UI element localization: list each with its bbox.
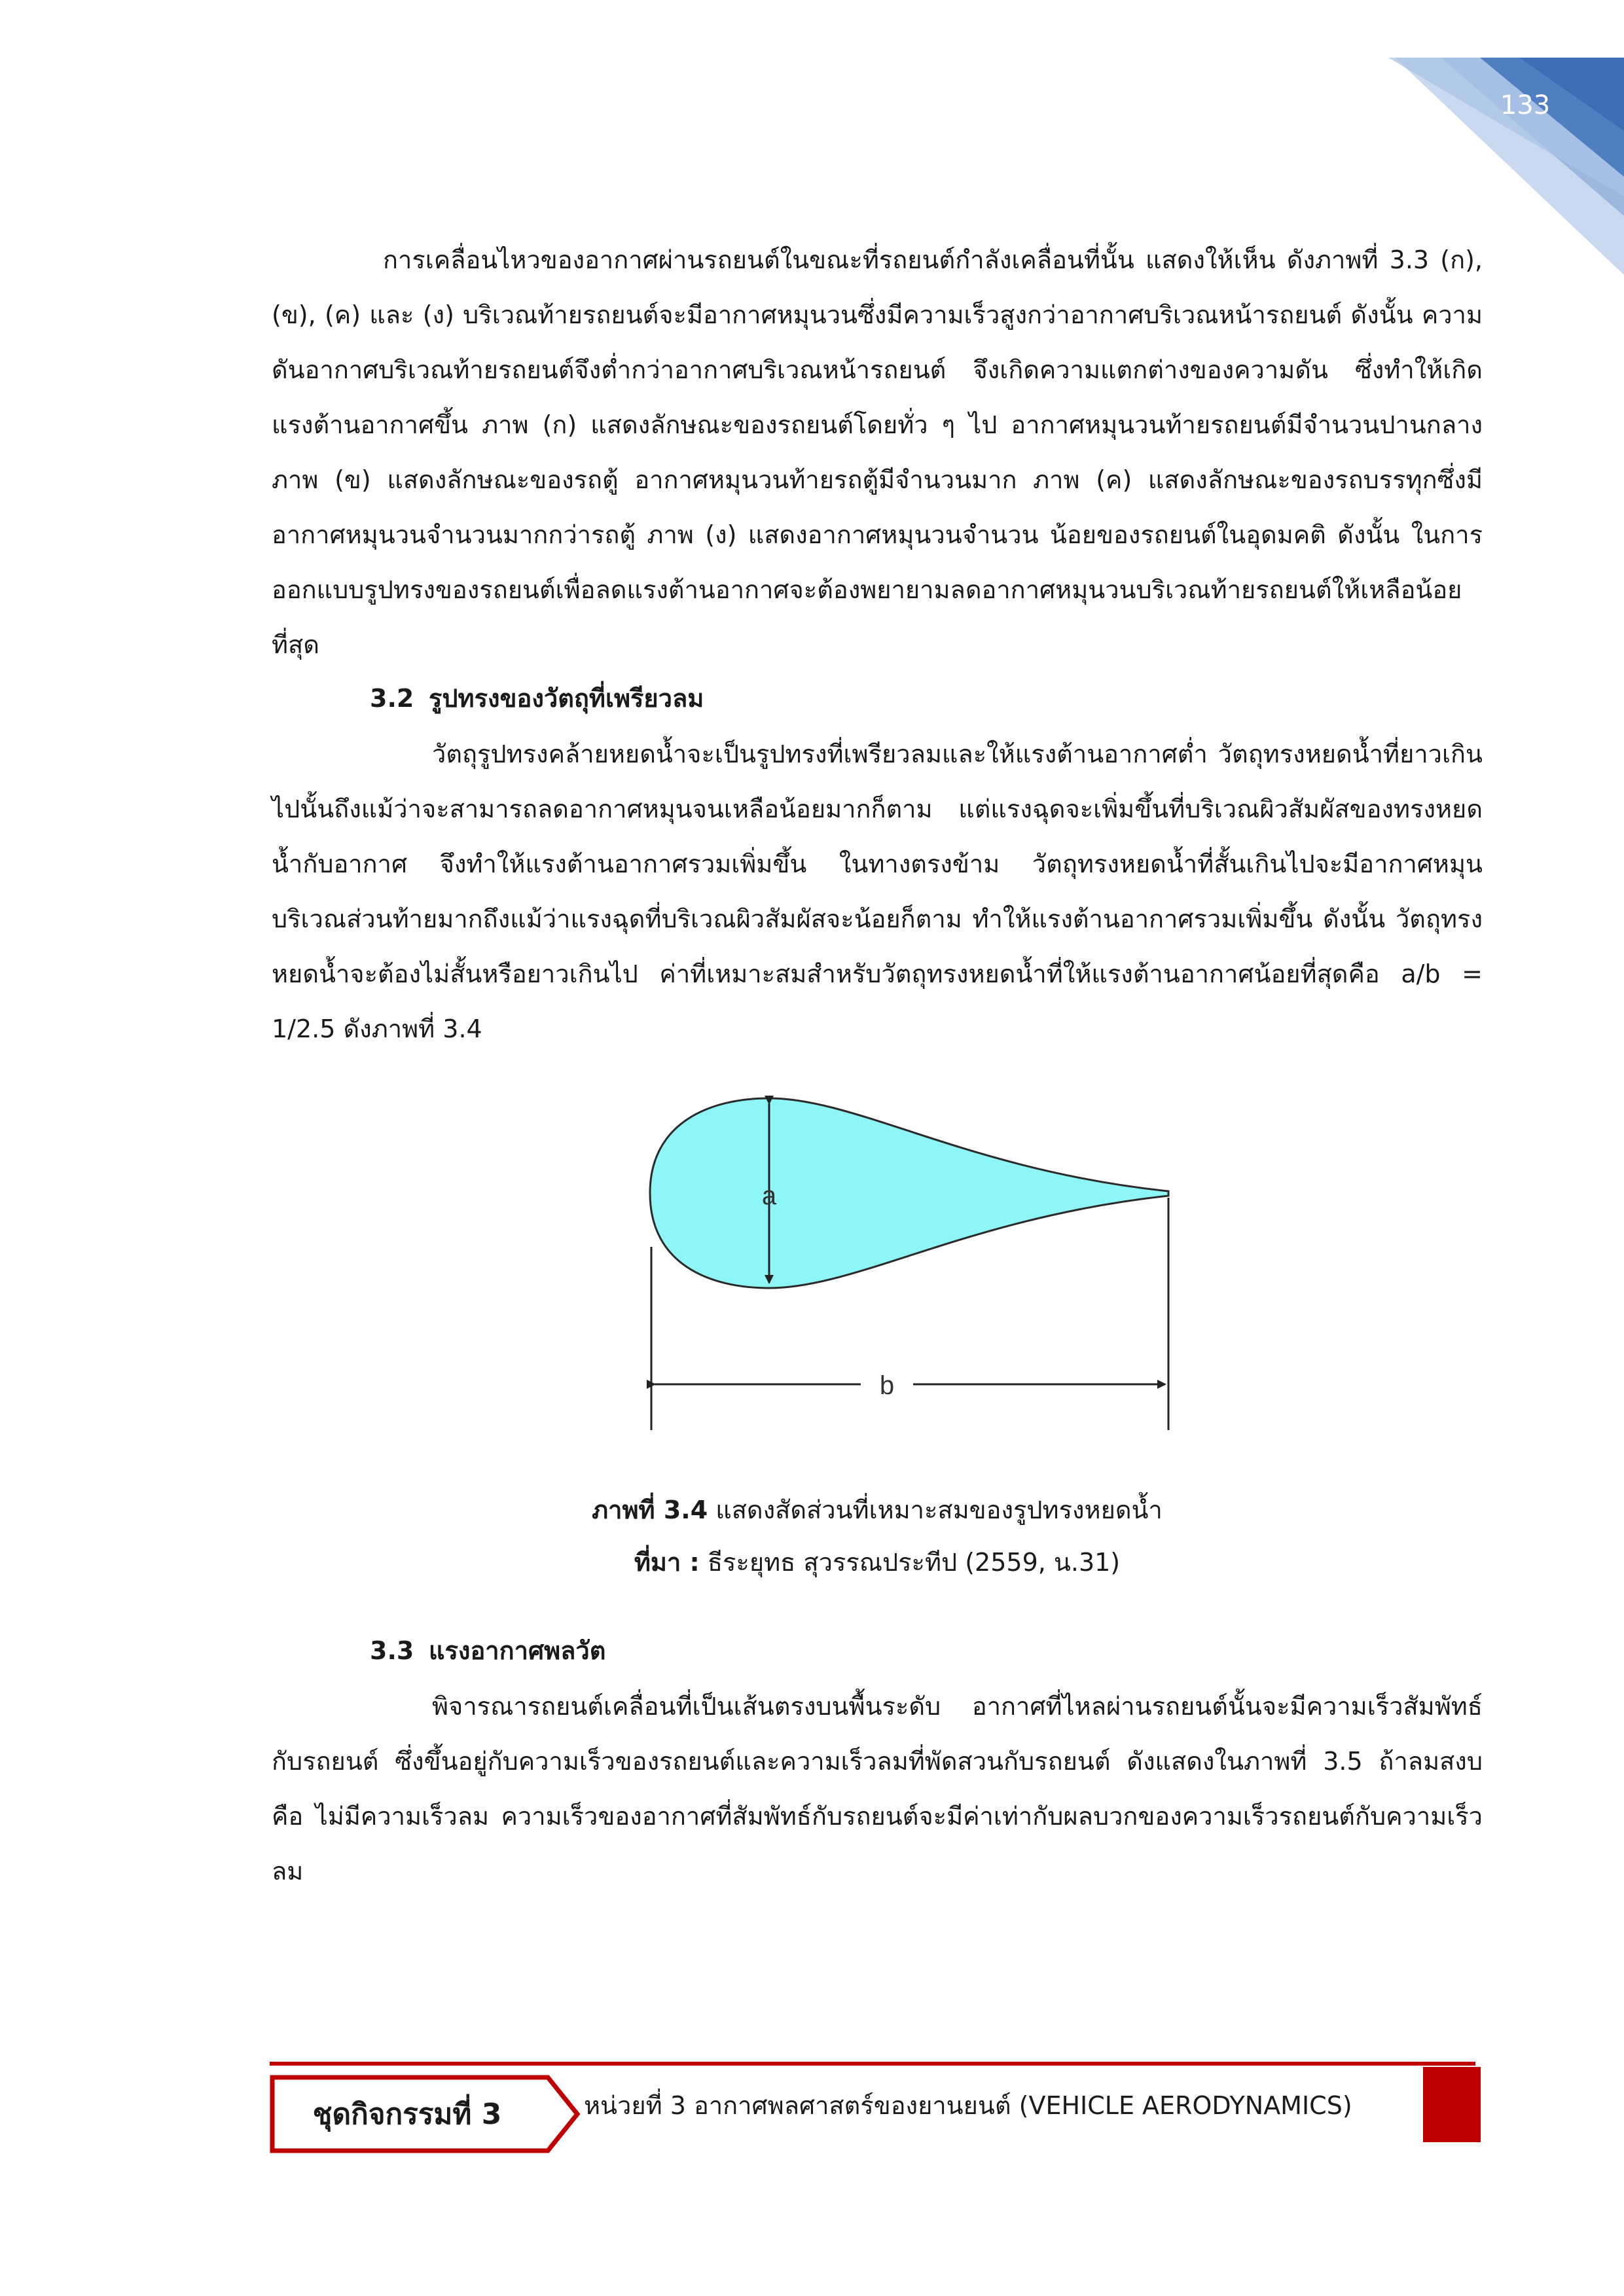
source-label: ที่มา : xyxy=(634,1548,700,1577)
unit-title: หน่วยที่ 3 อากาศพลศาสตร์ของยานยนต์ (VEHICLE AERODYNAMICS) xyxy=(584,2091,1352,2120)
footer-rule xyxy=(270,2062,1475,2066)
label-a: a xyxy=(761,1181,777,1210)
section-heading-3-3 xyxy=(272,1623,1483,1678)
paragraph-text: วัตถุรูปทรงคล้ายหยดน้ำจะเป็นรูปทรงที่เพรียวลมและให้แรงต้านอากาศต่ำ วัตถุทรงหยดน้ำที่ยาวเกินไปนั้นถึงแม้ว่าจะสามารถลดอากาศหมุนจนเหลือน้อยมากก็ตาม แต่แรงฉุดจะเพิ่มขึ้นที่บริเวณผิวสัมผัสของทรงหยดน้ำกับอากาศ จึงทำให้แรงต้านอากาศรวมเพิ่มขึ้น ในทางตรงข้าม วัตถุทรงหยดน้ำที่สั้นเกินไปจะมีอากาศหมุนบริเวณส่วนท้ายมากถึงแม้ว่าแรงฉุดที่บริเวณผิวสัมผัสจะน้อยก็ตาม ทำให้แรงต้านอากาศรวมเพิ่มขึ้น ดังนั้น วัตถุทรงหยดน้ำจะต้องไม่สั้นหรือยาวเกินไป ค่าที่เหมาะสมสำหรับวัตถุทรงหยดน้ำที่ให้แรงต้านอากาศน้อยที่สุดคือ a/b = 1/2.5 ดังภาพที่ 3.4 xyxy=(272,740,1483,1043)
activity-label: ชุดกิจกรรมที่ 3 xyxy=(312,2098,502,2131)
label-b: b xyxy=(879,1371,895,1400)
section-title: แรงอากาศพลวัต xyxy=(429,1636,606,1665)
caption-label: ภาพที่ 3.4 xyxy=(592,1496,708,1524)
section-3-3-paragraph xyxy=(272,1679,1483,1899)
section-number: 3.2 xyxy=(370,684,414,713)
figure-caption xyxy=(272,1482,1483,1537)
paragraph-text: การเคลื่อนไหวของอากาศผ่านรถยนต์ในขณะที่รถยนต์กำลังเคลื่อนที่นั้น แสดงให้เห็น ดังภาพที่ 3.3 (ก), (ข), (ค) และ (ง) บริเวณท้ายรถยนต์จะมีอากาศหมุนวนซึ่งมีความเร็วสูงกว่าอากาศบริเวณหน้ารถยนต์ ดังนั้น ความดันอากาศบริเวณท้ายรถยนต์จึงต่ำกว่าอากาศบริเวณหน้ารถยนต์ จึงเกิดความแตกต่างของความดัน ซึ่งทำให้เกิดแรงต้านอากาศขึ้น ภาพ (ก) แสดงลักษณะของรถยนต์โดยทั่ว ๆ ไป อากาศหมุนวนท้ายรถยนต์มีจำนวนปานกลาง ภาพ (ข) แสดงลักษณะของรถตู้ อากาศหมุนวนท้ายรถตู้มีจำนวนมาก ภาพ (ค) แสดงลักษณะของรถบรรทุกซึ่งมีอากาศหมุนวนจำนวนมากกว่ารถตู้ ภาพ (ง) แสดงอากาศหมุนวนจำนวน น้อยของรถยนต์ในอุดมคติ ดังนั้น ในการออกแบบรูปทรงของรถยนต์เพื่อลดแรงต้านอากาศจะต้องพยายามลดอากาศหมุนวนบริเวณท้ายรถยนต์ให้เหลือน้อยที่สุด xyxy=(272,245,1483,659)
caption-text: แสดงสัดส่วนที่เหมาะสมของรูปทรงหยดน้ำ xyxy=(708,1496,1163,1524)
section-heading-3-2 xyxy=(272,671,1483,726)
section-number: 3.3 xyxy=(370,1636,414,1665)
intro-paragraph xyxy=(272,232,1483,672)
teardrop-figure xyxy=(628,1073,1204,1440)
section-3-2-paragraph xyxy=(272,726,1483,1056)
footer-banner xyxy=(270,2062,1481,2147)
paragraph-text: พิจารณารถยนต์เคลื่อนที่เป็นเส้นตรงบนพื้นระดับ อากาศที่ไหลผ่านรถยนต์นั้นจะมีความเร็วสัมพัทธ์กับรถยนต์ ซึ่งขึ้นอยู่กับความเร็วของรถยนต์และความเร็วลมที่พัดสวนกับรถยนต์ ดังแสดงในภาพที่ 3.5 ถ้าลมสงบ คือ ไม่มีความเร็วลม ความเร็วของอากาศที่สัมพัทธ์กับรถยนต์จะมีค่าเท่ากับผลบวกของความเร็วรถยนต์กับความเร็วลม xyxy=(272,1692,1483,1886)
page-number: 133 xyxy=(1500,90,1551,120)
footer-accent-block xyxy=(1423,2067,1481,2142)
section-title: รูปทรงของวัตถุที่เพรียวลม xyxy=(429,684,704,713)
source-text: ธีระยุทธ สุวรรณประทีป (2559, น.31) xyxy=(699,1548,1121,1577)
figure-source xyxy=(272,1535,1483,1590)
teardrop-shape xyxy=(650,1098,1168,1288)
